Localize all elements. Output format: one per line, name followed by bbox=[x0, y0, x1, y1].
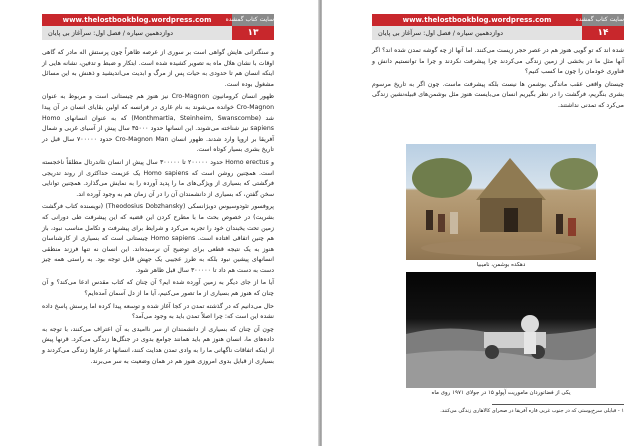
paragraph: پروفسور تئودوسیوس دوبژانسکی (Theodosius Dobzhansky) (نویسنده کتاب فرگشت بشریت) در خصوص بحث ما با مطرح کردن این قضیه که این پیشرفت طی دورانی که زمین تحت یخبندان خود را تجربه می‌کرد و شرایط برای پیشرفت و تکامل مناسب نبود، باز هم چنین اتفاقی افتاده است. Homo sapiens چیستانی است که بسیاری از کارشناسان هنوز به یک نتیجه قطعی برای توضیح آن نرسیده‌اند. این انسان نه تنها فرزند منطقی انسانهای پیشین نبود بلکه به طرز عجیبی یک جهش قابل توجه بود. به راستی همه چیز دست به دست هم داد تا ۳۰۰۰۰۰ سال قبل ظاهر شود. bbox=[42, 203, 274, 274]
footnote-divider bbox=[492, 404, 624, 405]
site-name: سایت کتاب گمشده bbox=[582, 14, 624, 26]
photo-caption: دهکده بوشمن، نامیبیا bbox=[476, 262, 526, 268]
apollo-15-photo bbox=[406, 272, 596, 388]
blog-url[interactable]: www.thelostbookblog.wordpress.com bbox=[42, 14, 232, 26]
photo-caption: یکی از فضانوردان ماموریت آپولو ۱۵ در جولای ۱۹۷۱ روی ماه bbox=[431, 390, 571, 396]
body-text bbox=[42, 48, 274, 444]
footnote: ۱ - قبایلی سرخ‌پوستی که در جنوب غربی قاره آفریقا در صحرای کالاهاری زندگی می‌کنند. bbox=[440, 408, 624, 414]
paragraph: حال می‌دانیم که در گذشته تمدن در کجا آغاز شده و توسعه پیدا کرده اما پرسش پاسخ داده نشده این است که: چرا اصلاً تمدن باید به وجود می‌آمد؟ bbox=[42, 302, 274, 321]
page-number: ۱۳ bbox=[232, 26, 274, 40]
lunar-surface-illustration bbox=[406, 272, 596, 388]
page-number: ۱۴ bbox=[582, 26, 624, 40]
paragraph: چیستان واقعی عقب ماندگی بوشمن ها نیست بلکه پیشرفت ماست. چون اگر به تاریخ مرسوم بشری بنگریم، فرگشت را در نظر بگیریم انسان می‌بایست هنوز مثل بوشمن‌های قبیله‌نشین زندگی می‌کرد که تمدنی نداشتند. bbox=[372, 80, 624, 109]
paragraph: و Homo erectus حدود ۲۰۰۰۰۰ تا ۳۰۰۰۰۰ سال پیش از انسان نئاندرتال مطلقاً ناخجسته است. همچنین روشن است که Homo sapiens یک عزیمت حداکثری از روند تدریجی فرگشتی که بسیاری از ویژگی‌های ما را پدید آورده را به نمایش می‌گذارد. همچنین توانایی سخن گفتن، که بسیاری از دانشمندان آن را در آن زمان هم به وجود آورده اند. bbox=[42, 158, 275, 198]
paragraph: ظهور انسان کرومانیون Cro-Magnon نیز هنوز هم چیستانی است و مربوط به عنوان Cro-Magnon خوانده می‌شوند به نام غاری در فرانسه که اولین بقایای انسان در آن پیدا شد (Monthmartia, Steinheim, Swanscombe) که به عنوان انسانهای Homo sapiens نیز شناخته می‌شوند. این انسانها حدود ۳۵۰۰۰ سال پیش از آسیای غربی و شمال آفریقا بر اروپا وارد شدند. ظهور انسان Cro-Magnon Man حدود ۷۰۰۰۰۰ سال قبل در تاریخ بشری بسیار کوتاه است. bbox=[42, 93, 274, 154]
right-page bbox=[322, 0, 640, 446]
bushman-village-photo bbox=[406, 144, 596, 260]
chapter-title: دوازدهمین سیاره / فصل اول: سرآغاز بی پایان bbox=[372, 26, 582, 40]
body-text bbox=[372, 46, 624, 142]
bushman-village-illustration bbox=[406, 144, 596, 260]
page-header bbox=[42, 14, 274, 40]
page-header bbox=[372, 14, 624, 40]
paragraph: چون آن چنان که بسیاری از دانشمندان از سر ناامیدی به آن اعتراف می‌کنند، با توجه به داده‌های ما، انسان هنوز هم باید همانند جوامع بدوی در جنگل‌ها زندگی می‌کرد. قرنها پیش از اینکه اتفاقات ناگهانی ما را به وادی تمدن هدایت کنند، انسانها در غارها زندگی می‌کردند و بسیاری از قبایل بدوی امروزی هنوز هم در همان وضعیت به سر می‌برند. bbox=[42, 325, 274, 365]
paragraph: و سنگترانی هایش گواهی است بر سوری از عرصه ظاهراً چون پرستش اله مادر که گاهی اوقات با نشان هلال ماه به تصویر کشیده شده است. ابتکار و ضبط و تدفین، نشانه هایی از اینکه انسان هم تا حدودی به حیات پس از مرگ و ابدیت می‌اندیشید و ذهنش به این مسائل مشغول بوده است. bbox=[42, 49, 274, 88]
paragraph: شده اند که تو گویی هنوز هم در عصر حجر زیست می‌کنند. اما آنها از چه گوشه تمدن شده اند؟ اگر آنها مثل ما در بخشی از زمین زندگی می‌کردند چرا پیشرفت نکردند و چرا ما توانستیم دانش و فناوری خودمان را چون ما کسب کنیم؟ bbox=[372, 47, 624, 76]
chapter-title: دوازدهمین سیاره / فصل اول: سرآغاز بی پایان bbox=[42, 26, 232, 40]
blog-url[interactable]: www.thelostbookblog.wordpress.com bbox=[372, 14, 582, 26]
paragraph: آیا ما از جای دیگر به زمین آورده شده ایم؟ آن چنان که کتاب مقدس ادعا می‌کند؟ و آن چنان که هنوز هم بسیاری از ما تصور می‌کنیم، آیا ما از دل آسمان آمده‌ایم؟ bbox=[42, 279, 274, 298]
site-name: سایت کتاب گمشده bbox=[232, 14, 274, 26]
